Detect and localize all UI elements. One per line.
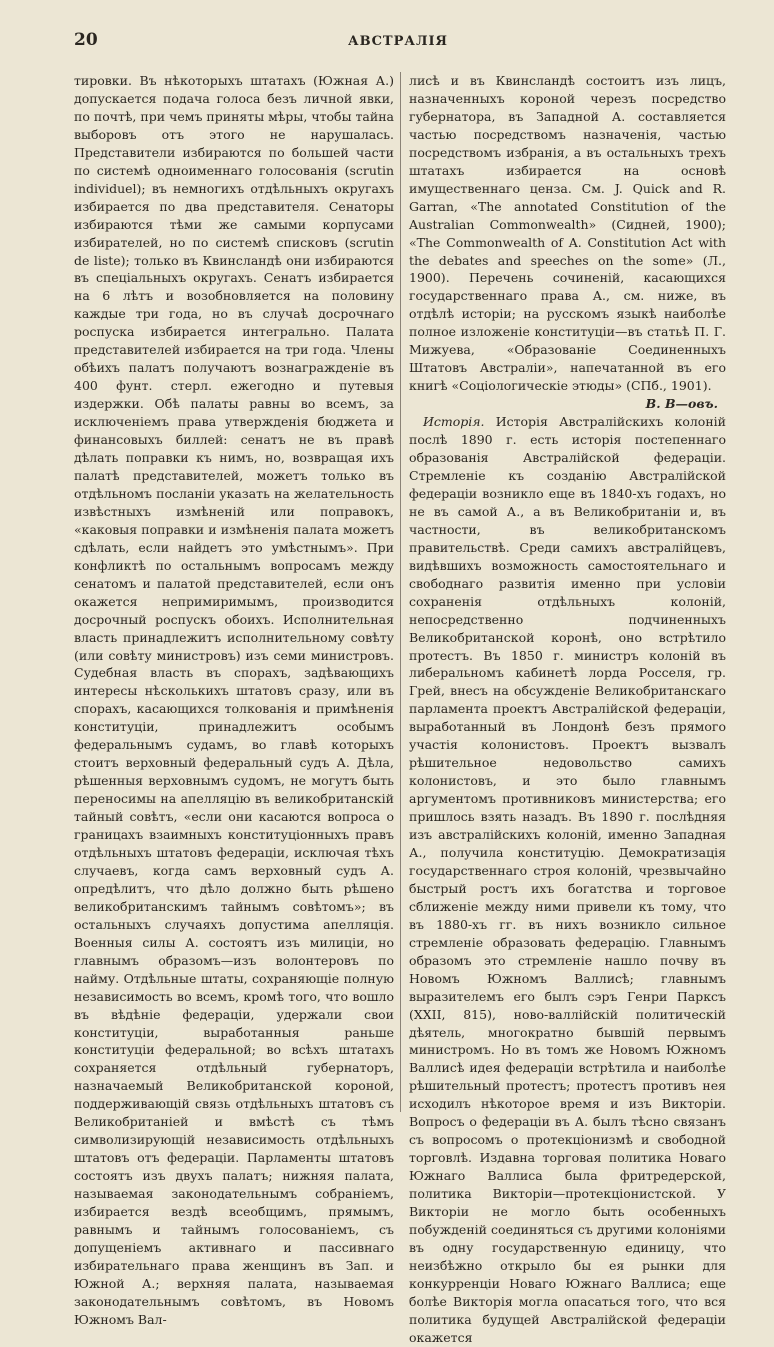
right-paragraph-1: лисѣ и въ Квинсландѣ состоитъ изъ лицъ, назначенныхъ короной черезъ посредство губернатора, въ Западной А. составляется частью посредствомъ назначенія, частью посредствомъ избранія, а въ остальныхъ трехъ штатахъ избирается на основѣ имущественнаго ценза. См. J. Quick and R. Garran, «The annotated Constitution of the Australian Commonwealth» (Сидней, 1900); «The Commonwealth of A. Constitution Act with the debates and speeches on the some» (Л., 1900). Перечень сочиненій, касающихся государственнаго права А., см. ниже, въ отдѣлѣ исторіи; на русскомъ языкѣ наиболѣе полное изложеніе конституціи—въ статьѣ П. Г. Мижуева, «Образованіе Соединенныхъ Штатовъ Австраліи», напечатанной въ его книгѣ «Соціологическіе этюды» (СПб., 1901). — [409, 73, 726, 394]
history-heading: Исторія. — [423, 414, 485, 430]
history-paragraph: Исторія Австралійскихъ колоній послѣ 1890 г. есть исторія постепеннаго образованія Австралійской федераціи. Стремленіе къ созданію Австралійской федераціи возникло еще въ 1840-хъ годахъ, но не въ самой А., а въ Великобританіи и, въ частности, въ великобританскомъ правительствѣ. Среди самихъ австралійцевъ, видѣвшихъ возможность самостоятельнаго и свободнаго развитія именно при условіи сохраненія отдѣльныхъ колоній, непосредственно подчиненныхъ Великобританской коронѣ, оно встрѣтило протестъ. Въ 1850 г. министръ колоній въ либеральномъ кабинетѣ лорда Росселя, гр. Грей, внесъ на обсужденіе Великобританскаго парламента проектъ Австралійской федераціи, выработанный въ Лондонѣ безъ прямого участія колонистовъ. Проектъ вызвалъ рѣшительное недовольство самихъ колонистовъ, и это было главнымъ аргументомъ противниковъ министерства; его пришлось взять назадъ. Въ 1890 г. послѣдняя изъ австралійскихъ колоній, именно Западная А., получила конституцію. Демократизація государственнаго строя колоній, чрезвычайно быстрый ростъ ихъ богатства и торговое сближеніе между ними привели къ тому, что въ 1880-хъ гг. въ нихъ возникло сильное стремленіе образовать федерацію. Главнымъ образомъ это стремленіе нашло почву въ Новомъ Южномъ Валлисѣ; главнымъ выразителемъ его былъ сэръ Генри Парксъ (XXII, 815), ново-валлійскій политическій дѣятель, многократно бывшій первымъ министромъ. Но въ томъ же Новомъ Южномъ Валлисѣ идея федераціи встрѣтила и наиболѣе рѣшительный протестъ; протестъ противъ нея исходилъ нѣкоторое время и изъ Викторіи. Вопросъ о федераціи въ А. былъ тѣсно связанъ съ вопросомъ о протекціонизмѣ и свободной торговлѣ. Издавна торговая политика Новаго Южнаго Валлиса была фритредерской, политика Викторіи—протекціонистской. У Викторіи не могло быть особенныхъ побужденій соединяться съ другими колоніями въ одну государственную единицу, что неизбѣжно открыло бы ея рынки для конкурренціи Новаго Южнаго Валлиса; еще болѣе Викторія могла опасаться того, что вся политика будущей Австралійской федераціи окажется — [409, 414, 726, 1345]
left-column — [74, 72, 400, 1327]
history-section — [409, 413, 726, 1347]
left-paragraph: тировки. Въ нѣкоторыхъ штатахъ (Южная А.) допускается подача голоса безъ личной явки, по почтѣ, при чемъ приняты мѣры, чтобы тайна выборовъ отъ этого не нарушалась. Представители избираются по большей части по системѣ одноименнаго голосованія (scrutin individuel); въ немногихъ отдѣльныхъ округахъ избирается по два представителя. Сенаторы избираются тѣми же самыми корпусами избирателей, но по системѣ списковъ (scrutin de liste); только въ Квинсландѣ они избираются въ спеціальныхъ округахъ. Сенатъ избирается на 6 лѣтъ и возобновляется на половину каждые три года, но въ случаѣ досрочнаго роспуска избирается интегрально. Палата представителей избирается на три года. Члены обѣихъ палатъ получаютъ вознагражденіе въ 400 фунт. стерл. ежегодно и путевыя издержки. Обѣ палаты равны во всемъ, за исключеніемъ права утвержденія бюджета и финансовыхъ биллей: сенатъ не въ правѣ дѣлать поправки къ нимъ, но, возвращая ихъ палатѣ представителей, можетъ только въ отдѣльномъ посланіи указать на желательность извѣстныхъ измѣненій или поправокъ, «каковыя поправки и измѣненія палата можетъ сдѣлать, если найдетъ это умѣстнымъ». При конфликтѣ по остальнымъ вопросамъ между сенатомъ и палатой представителей, если онъ окажется непримиримымъ, производится досрочный роспускъ обоихъ. Исполнительная власть принадлежитъ исполнительному совѣту (или совѣту министровъ) изъ семи министровъ. Судебная власть въ спорахъ, задѣвающихъ интересы нѣсколькихъ штатовъ сразу, или въ спорахъ, касающихся толкованія и примѣненія конституціи, принадлежитъ особымъ федеральнымъ судамъ, во главѣ которыхъ стоитъ верховный федеральный судъ А. Дѣла, рѣшенныя верховнымъ судомъ, не могутъ быть переносимы на апелляцію въ великобританскій тайный совѣтъ, «если они касаются вопроса о границахъ взаимныхъ конституціонныхъ правъ отдѣльныхъ штатовъ федераціи, исключая тѣхъ случаевъ, когда самъ верховный судъ А. опредѣлитъ, что дѣло должно быть рѣшено великобританскимъ тайнымъ совѣтомъ»; въ остальныхъ случаяхъ допустима апелляція. Военныя силы А. состоятъ изъ милиціи, но главнымъ образомъ—изъ волонтеровъ по найму. Отдѣльные штаты, сохраняющіе полную независимость во всемъ, кромѣ того, что вошло въ вѣдѣніе федераціи, удержали свои конституціи, выработанныя раньше конституціи федеральной; во всѣхъ штатахъ сохраняется отдѣльный губернаторъ, назначаемый Великобританской короной, поддерживающій связь отдѣльныхъ штатовъ съ Великобританіей и вмѣстѣ съ тѣмъ символизирующій независимость отдѣльныхъ штатовъ отъ федераціи. Парламенты штатовъ состоятъ изъ двухъ палатъ; нижняя палата, называемая законодательнымъ собраніемъ, избирается вездѣ всеобщимъ, прямымъ, равнымъ и тайнымъ голосованіемъ, съ допущеніемъ активнаго и пассивнаго избирательнаго права женщинъ въ Зап. и Южной А.; верхняя палата, называемая законодательнымъ совѣтомъ, въ Новомъ Южномъ Вал- — [74, 73, 394, 1327]
page-number: 20 — [74, 30, 98, 50]
page-header — [74, 30, 740, 54]
running-title: АВСТРАЛІЯ — [348, 34, 448, 49]
author-signature: В. В—овъ. — [645, 396, 718, 412]
right-column — [400, 72, 726, 1345]
text-columns — [74, 72, 740, 1345]
